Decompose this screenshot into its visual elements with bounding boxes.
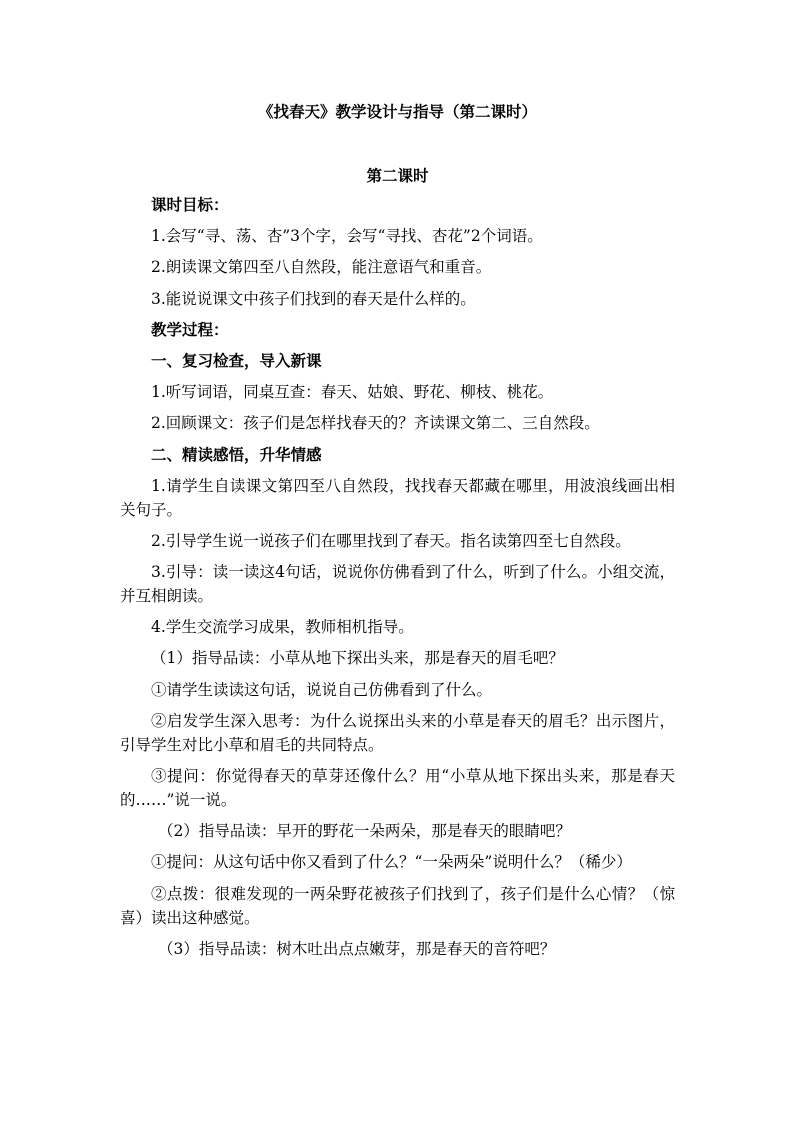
paragraph: 1.请学生自读课文第四至八自然段，找找春天都藏在哪里，用波浪线画出相关句子。 bbox=[120, 476, 675, 519]
paragraph: ①请学生读读这句话，说说自己仿佛看到了什么。 bbox=[151, 680, 493, 699]
paragraph: 1.会写“寻、荡、杏”3个字，会写“寻找、杏花”2个词语。 bbox=[151, 227, 543, 246]
document-subtitle: 第二课时 bbox=[366, 166, 429, 185]
document-title: 《找春天》教学设计与指导（第二课时） bbox=[257, 102, 537, 121]
paragraph: （3）指导品读：树木吐出点点嫩芽，那是春天的音符吧？ bbox=[158, 939, 556, 958]
paragraph: 3.能说说课文中孩子们找到的春天是什么样的。 bbox=[151, 289, 476, 308]
paragraph: 2.回顾课文：孩子们是怎样找春天的？齐读课文第二、三自然段。 bbox=[151, 414, 600, 433]
paragraph: ①提问：从这句话中你又看到了什么？“一朵两朵”说明什么？（稀少） bbox=[151, 853, 632, 872]
paragraph: 2.朗读课文第四至八自然段，能注意语气和重音。 bbox=[151, 258, 492, 277]
paragraph: ③提问：你觉得春天的草芽还像什么？用“小草从地下探出头来，那是春天的……”说一说。 bbox=[120, 767, 675, 809]
paragraph: 1.听写词语，同桌互查：春天、姑娘、野花、柳枝、桃花。 bbox=[151, 383, 554, 402]
paragraph: 3.引导：读一读这4句话，说说你仿佛看到了什么，听到了什么。小组交流，并互相朗读。 bbox=[120, 563, 675, 606]
section-heading: 课时目标： bbox=[151, 195, 229, 214]
paragraph: （1）指导品读：小草从地下探出头来，那是春天的眉毛吧？ bbox=[151, 649, 564, 668]
document-body bbox=[120, 193, 675, 968]
paragraph: （2）指导品读：早开的野花一朵两朵，那是春天的眼睛吧？ bbox=[158, 822, 571, 841]
section-heading: 二、精读感悟，升华情感 bbox=[151, 444, 322, 464]
paragraph: ②点拨：很难发现的一两朵野花被孩子们找到了，孩子们是什么心情？（惊喜）读出这种感觉。 bbox=[120, 884, 675, 927]
paragraph: 4.学生交流学习成果，教师相机指导。 bbox=[151, 618, 414, 637]
paragraph: 2.引导学生说一说孩子们在哪里找到了春天。指名读第四至七自然段。 bbox=[151, 531, 631, 550]
section-heading: 教学过程： bbox=[151, 319, 229, 339]
paragraph: ②启发学生深入思考：为什么说探出头来的小草是春天的眉毛？出示图片，引导学生对比小草和眉毛的共同特点。 bbox=[120, 711, 675, 754]
document-page bbox=[120, 0, 675, 1123]
section-heading: 一、复习检查，导入新课 bbox=[151, 350, 322, 370]
